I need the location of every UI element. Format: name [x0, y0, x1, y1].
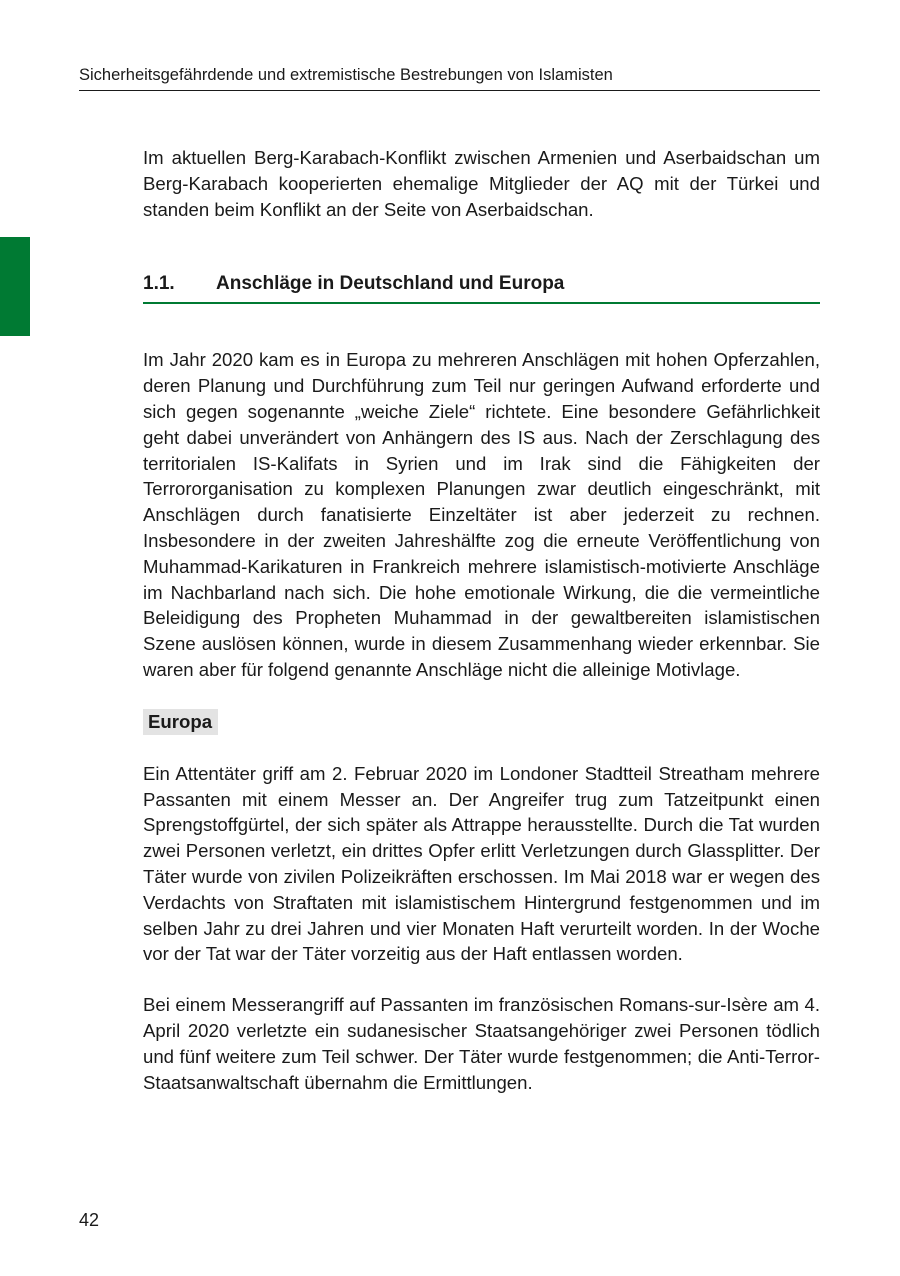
paragraph-london: Ein Attentäter griff am 2. Februar 2020 im Londoner Stadtteil Streatham mehrere Passanten mit einem Messer an. Der Angreifer trug zum Tatzeitpunkt einen Sprengstoffgürtel, der sich später als Attrappe herausstellte. Durch die Tat wurden zwei Personen verletzt, ein drittes Opfer erlitt Verletzungen durch Glassplitter. Der Täter wurde von zivilen Polizeikräften erschossen. Im Mai 2018 war er wegen des Verdachts von Straftaten mit islamistischem Hintergrund festgenommen und im selben Jahr zu drei Jahren und vier Monaten Haft verurteilt worden. In der Woche vor der Tat war der Täter vorzeitig aus der Haft entlassen worden. [143, 762, 820, 965]
page-number: 42 [79, 1210, 100, 1230]
paragraph-intro: Im Jahr 2020 kam es in Europa zu mehreren Anschlägen mit hohen Opferzahlen, deren Planung und Durchführung zum Teil nur geringen Aufwand erforderte und sich gegen sogenannte „weiche Ziele“ richtete. Eine besondere Gefährlichkeit geht dabei unverändert von Anhängern des IS aus. Nach der Zerschlagung des territorialen IS-Kalifats in Syrien und im Irak sind die Fähigkeiten der Terrororganisation zu komplexen Planungen zwar deutlich eingeschränkt, mit Anschlägen durch fanatisierte Einzeltäter ist aber jederzeit zu rechnen. Insbesondere in der zweiten Jahreshälfte zog die erneute Veröffentlichung von Muhammad-Karikaturen in Frankreich mehrere islamistisch-motivierte Anschläge im Nachbarland nach sich. Die hohe emotionale Wirkung, die die vermeintliche Beleidigung des Propheten Muhammad in der gewaltbereiten islamistischen Szene auslösen können, wurde in diesem Zusammenhang wieder erkennbar. Sie waren aber für folgend genannte Anschläge nicht die alleinige Motivlage. [143, 349, 820, 680]
running-header-title: Sicherheitsgefährdende und extremistische Bestrebungen von Islamisten [79, 66, 613, 84]
paragraph-berg-karabach: Im aktuellen Berg-Karabach-Konflikt zwischen Armenien und Aserbaidschan um Berg-Karabach kooperierten ehemalige Mitglieder der AQ mit der Türkei und standen beim Konflikt an der Seite von Aserbaidschan. [143, 147, 820, 220]
section-title: Anschläge in Deutschland und Europa [216, 273, 565, 295]
paragraph-romans: Bei einem Messerangriff auf Passanten im französischen Romans-sur-Isère am 4. April 2020 verletzte ein sudanesischer Staatsangehöriger zwei Personen tödlich und fünf weitere zum Teil schwer. Der Täter wurde festgenommen; die Anti-Terror-Staatsanwaltschaft übernahm die Ermittlungen. [143, 994, 820, 1093]
section-heading [143, 271, 820, 304]
running-header [79, 64, 820, 91]
subheading-europa: Europa [143, 709, 218, 735]
section-number: 1.1. [143, 273, 175, 295]
chapter-tab-marker [0, 237, 30, 336]
page-content [143, 145, 820, 1095]
